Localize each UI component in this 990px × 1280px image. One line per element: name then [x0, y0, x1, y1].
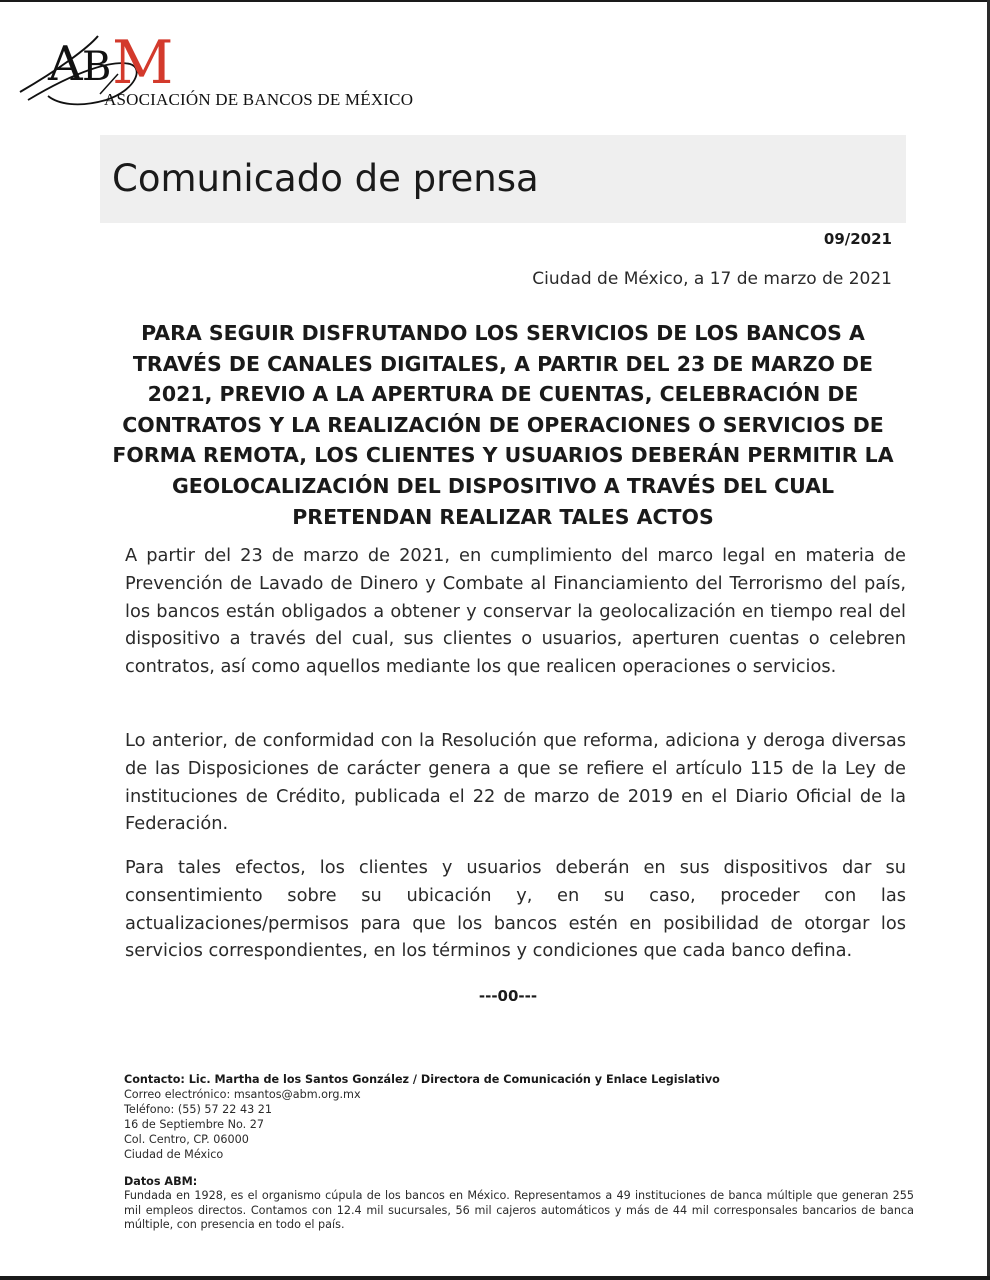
contact-block: [124, 1072, 914, 1233]
press-release-number: 09/2021: [823, 230, 892, 248]
contact-heading: Contacto: Lic. Martha de los Santos González / Directora de Comunicación y Enlace Legislativo: [124, 1073, 720, 1086]
dateline: Ciudad de México, a 17 de marzo de 2021: [532, 269, 892, 289]
about-text: Fundada en 1928, es el organismo cúpula de los bancos en México. Representamos a 49 instituciones de banca múltiple que generan 255 mil empleos directos. Contamos con 12.4 mil sucursales, 56 mil cajeros automáticos y más de 44 mil corresponsales bancarios de banca múltiple, con presencia en todo el país.: [124, 1189, 914, 1231]
headline: PARA SEGUIR DISFRUTANDO LOS SERVICIOS DE LOS BANCOS A TRAVÉS DE CANALES DIGITALES, A PARTIR DEL 23 DE MARZO DE 2021, PREVIO A LA APERTURA DE CUENTAS, CELEBRACIÓN DE CONTRATOS Y LA REALIZACIÓN DE OPERACIONES O SERVICIOS DE FORMA REMOTA, LOS CLIENTES Y USUARIOS DEBERÁN PERMITIR LA GEOLOCALIZACIÓN DEL DISPOSITIVO A TRAVÉS DEL CUAL PRETENDAN REALIZAR TALES ACTOS: [112, 321, 894, 529]
logo-letter-a: A: [48, 36, 81, 92]
logo-letter-m: M: [112, 28, 174, 98]
body-paragraph-3: Para tales efectos, los clientes y usuarios deberán en sus dispositivos dar su consentimiento sobre su ubicación y, en su caso, proceder con las actualizaciones/permisos para que los bancos estén en posibilidad de otorgar los servicios correspondientes, en los términos y condiciones que cada banco defina.: [125, 857, 906, 962]
title-band: [100, 135, 906, 223]
contact-address-line-3: Ciudad de México: [124, 1148, 224, 1161]
contact-address-line-1: 16 de Septiembre No. 27: [124, 1118, 264, 1131]
contact-email: Correo electrónico: msantos@abm.org.mx: [124, 1088, 361, 1101]
body-paragraph-1: A partir del 23 de marzo de 2021, en cumplimiento del marco legal en materia de Prevención de Lavado de Dinero y Combate al Financiamiento del Terrorismo del país, los bancos están obligados a obtener y conservar la geolocalización en tiempo real del dispositivo a través del cual, sus clientes o usuarios, aperturen cuentas o celebren contratos, así como aquellos mediante los que realicen operaciones o servicios.: [125, 545, 906, 678]
page-border-top: [0, 0, 990, 2]
logo-letter-b: B: [82, 44, 110, 90]
page-border-bottom: [0, 1276, 990, 1280]
page-title: Comunicado de prensa: [112, 157, 539, 200]
abm-logo: [18, 30, 418, 115]
about-heading: Datos ABM:: [124, 1175, 198, 1188]
contact-phone: Teléfono: (55) 57 22 43 21: [124, 1103, 272, 1116]
about-block: [124, 1174, 914, 1233]
contact-address-line-2: Col. Centro, CP. 06000: [124, 1133, 249, 1146]
body-paragraph-2: Lo anterior, de conformidad con la Resolución que reforma, adiciona y deroga diversas de las Disposiciones de carácter genera a que se refiere el artículo 115 de la Ley de instituciones de Crédito, publicada el 22 de marzo de 2019 en el Diario Oficial de la Federación.: [125, 730, 906, 835]
end-mark: ---00---: [478, 987, 538, 1005]
organization-name: ASOCIACIÓN DE BANCOS DE MÉXICO: [104, 90, 414, 109]
